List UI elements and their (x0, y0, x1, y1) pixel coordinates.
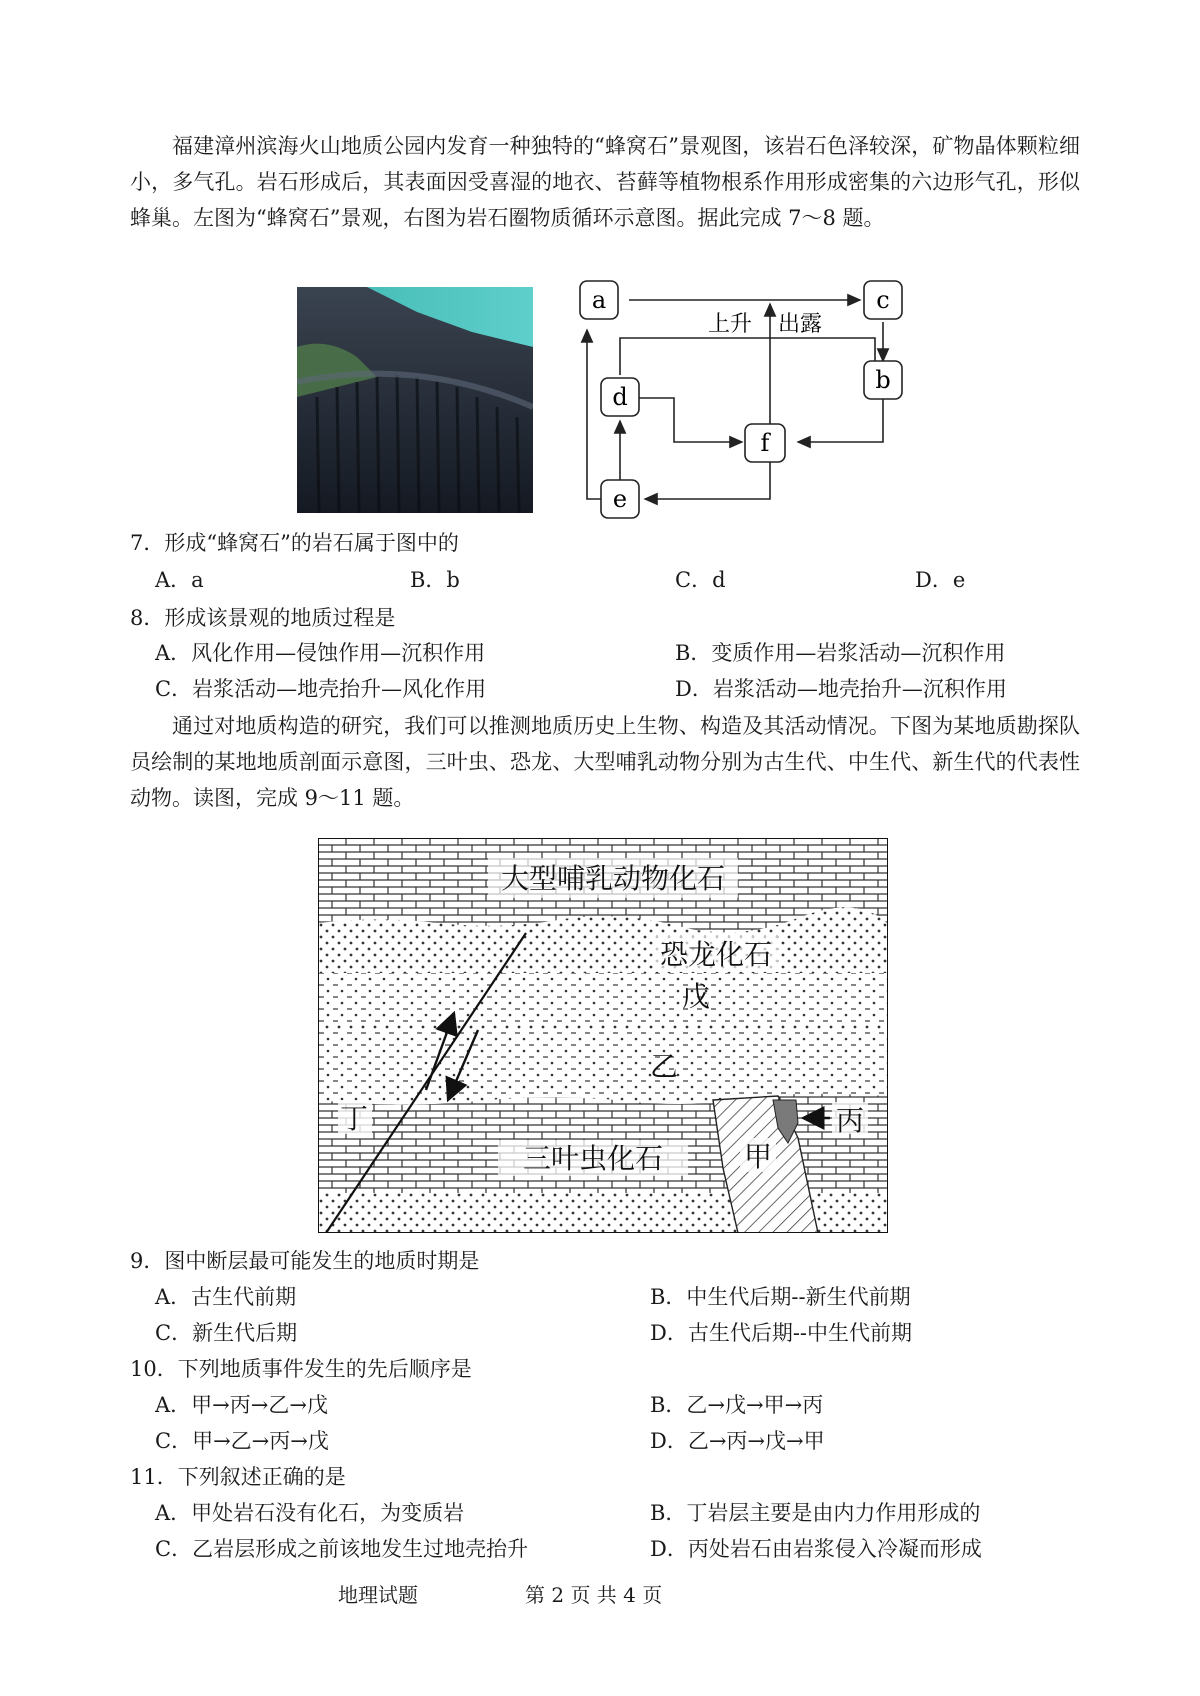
footer-subject: 地理试题 (338, 1583, 418, 1607)
svg-text:f: f (760, 429, 770, 457)
q11-option-a[interactable]: A．甲处岩石没有化石，为变质岩 (155, 1501, 465, 1525)
q10-option-d[interactable]: D．乙→丙→戊→甲 (650, 1429, 825, 1453)
cycle-node-c (864, 281, 902, 319)
svg-text:d: d (612, 383, 628, 411)
q11-option-d[interactable]: D．丙处岩石由岩浆侵入冷凝而形成 (650, 1537, 982, 1561)
q11-option-b[interactable]: B．丁岩层主要是由内力作用形成的 (650, 1501, 981, 1525)
q7-option-d[interactable]: D．e (915, 568, 966, 592)
q7-option-b[interactable]: B．b (410, 568, 460, 592)
intro-paragraph-1: 福建漳州滨海火山地质公园内发育一种独特的“蜂窝石”景观图，该岩石色泽较深，矿物晶体颗粒细小，多气孔。岩石形成后，其表面因受喜湿的地衣、苔藓等植物根系作用形成密集的六边形气孔，形似蜂巢。左图为“蜂窝石”景观，右图为岩石圈物质循环示意图。据此完成 7～8 题。 (130, 134, 1080, 230)
q9-option-b[interactable]: B．中生代后期--新生代前期 (650, 1285, 911, 1309)
label-dinosaur-fossil: 恐龙化石 (659, 938, 773, 971)
q8-option-c[interactable]: C．岩浆活动—地壳抬升—风化作用 (155, 677, 487, 701)
label-wu: 戊 (681, 980, 711, 1013)
label-jia: 甲 (743, 1140, 773, 1173)
q8-option-d[interactable]: D．岩浆活动—地壳抬升—沉积作用 (675, 677, 1007, 701)
svg-text:e: e (612, 485, 628, 513)
label-mammal-fossil: 大型哺乳动物化石 (500, 862, 726, 895)
cycle-node-a (580, 281, 618, 319)
intro-paragraph-2: 通过对地质构造的研究，我们可以推测地质历史上生物、构造及其活动情况。下图为某地质勘探队员绘制的某地地质剖面示意图，三叶虫、恐龙、大型哺乳动物分别为古生代、中生代、新生代的代表性动物。读图，完成 9～11 题。 (130, 714, 1080, 810)
q7-option-c[interactable]: C．d (675, 568, 726, 592)
question-10-stem: 10．下列地质事件发生的先后顺序是 (130, 1357, 472, 1381)
q10-option-b[interactable]: B．乙→戊→甲→丙 (650, 1393, 824, 1417)
q9-option-a[interactable]: A．古生代前期 (155, 1285, 297, 1309)
footer-page-number: 第 2 页 共 4 页 (525, 1583, 663, 1607)
cycle-node-b (864, 361, 902, 399)
rock-cycle-diagram (575, 268, 915, 532)
q10-option-c[interactable]: C．甲→乙→丙→戊 (155, 1429, 329, 1453)
geologic-cross-section (318, 838, 888, 1237)
question-8-stem: 8．形成该景观的地质过程是 (130, 606, 396, 630)
question-11-stem: 11．下列叙述正确的是 (130, 1465, 346, 1489)
q7-option-a[interactable]: A．a (155, 568, 204, 592)
label-bing: 丙 (835, 1104, 865, 1137)
q11-option-c[interactable]: C．乙岩层形成之前该地发生过地壳抬升 (155, 1537, 529, 1561)
cycle-node-f (745, 424, 785, 462)
label-ding: 丁 (339, 1102, 369, 1135)
question-9-stem: 9．图中断层最可能发生的地质时期是 (130, 1249, 480, 1273)
q9-option-d[interactable]: D．古生代后期--中生代前期 (650, 1321, 913, 1345)
svg-text:c: c (876, 286, 890, 314)
label-uplift: 上升 (708, 312, 753, 337)
label-exposed: 出露 (778, 312, 823, 337)
cycle-node-e (601, 480, 639, 518)
question-7-stem: 7．形成“蜂窝石”的岩石属于图中的 (130, 531, 459, 555)
honeycomb-stone-photo (297, 287, 533, 513)
cycle-node-d (601, 378, 639, 416)
svg-text:b: b (875, 366, 891, 394)
q8-option-b[interactable]: B．变质作用—岩浆活动—沉积作用 (675, 641, 1006, 665)
label-yi: 乙 (649, 1050, 679, 1083)
svg-text:a: a (591, 286, 607, 314)
q10-option-a[interactable]: A．甲→丙→乙→戊 (155, 1393, 328, 1417)
q8-option-a[interactable]: A．风化作用—侵蚀作用—沉积作用 (155, 641, 486, 665)
label-trilobite-fossil: 三叶虫化石 (522, 1142, 664, 1175)
q9-option-c[interactable]: C．新生代后期 (155, 1321, 298, 1345)
